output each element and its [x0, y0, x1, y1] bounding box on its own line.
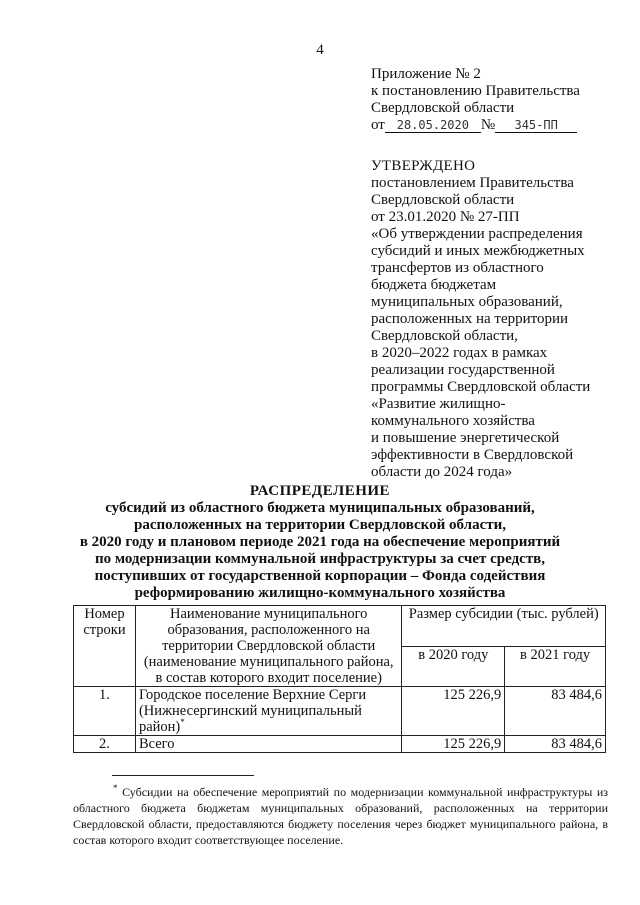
header-row-number: Номер строки [74, 606, 136, 687]
annex-number: 345-ПП [495, 118, 577, 133]
header-year-2020: в 2020 году [402, 646, 505, 687]
approval-block [371, 158, 621, 481]
approved-line: программы Свердловской области [371, 379, 591, 395]
approved-line: «Об утверждении распределения [371, 226, 583, 242]
document-title [0, 483, 640, 602]
approved-line: расположенных на территории [371, 311, 569, 327]
title-line: реформированию жилищно-коммунального хозяйства [134, 585, 506, 601]
footnote-mark: * [113, 783, 118, 793]
annex-line-2: к постановлению Правительства [371, 83, 580, 99]
approved-line: Свердловской области, [371, 328, 518, 344]
table-row [74, 687, 606, 736]
header-year-2021: в 2021 году [505, 646, 606, 687]
footnote-text: Субсидии на обеспечение мероприятий по модернизации коммунальной инфраструктуры из областного бюджета бюджетам муниципальных образований, расположенных на территории Свердловской области, предоставляются бюджету поселения через бюджет муниципального района, в состав которого входит соответствующее поселение. [73, 785, 608, 847]
title-line: расположенных на территории Свердловской области, [134, 517, 506, 533]
annex-line-1: Приложение № 2 [371, 66, 481, 82]
row-name [135, 687, 401, 736]
approved-line: бюджета бюджетам [371, 277, 497, 293]
table-header-row [74, 606, 606, 647]
approved-line: и повышение энергетической [371, 430, 560, 446]
approved-line: постановлением Правительства [371, 175, 574, 191]
approved-line: коммунального хозяйства [371, 413, 535, 429]
approved-line: трансфертов из областного [371, 260, 544, 276]
footnote-mark: * [180, 717, 185, 728]
row-value-2020: 125 226,9 [402, 687, 505, 736]
row-number: 1. [74, 687, 136, 736]
row-name-text: Городское поселение Верхние Серги (Нижнесергинский муниципальный район) [138, 687, 367, 735]
header-subsidy-size: Размер субсидии (тыс. рублей) [402, 606, 606, 647]
approved-line: субсидий и иных межбюджетных [371, 243, 585, 259]
title-main: РАСПРЕДЕЛЕНИЕ [249, 483, 391, 499]
title-line: в 2020 году и плановом периоде 2021 года на обеспечение мероприятий [79, 534, 561, 550]
row-value-2021: 83 484,6 [505, 687, 606, 736]
approved-line: в 2020–2022 годах в рамках [371, 345, 548, 361]
title-line: поступивших от государственной корпорации – Фонда содействия [94, 568, 546, 584]
approved-line: области до 2024 года» [371, 464, 513, 480]
approved-heading: УТВЕРЖДЕНО [371, 158, 476, 174]
approved-line: Свердловской области [371, 192, 515, 208]
approved-line: муниципальных образований, [371, 294, 563, 310]
footnote-divider [112, 775, 254, 776]
row-value-2021: 83 484,6 [505, 736, 606, 753]
row-value-2020: 125 226,9 [402, 736, 505, 753]
approved-line: реализации государственной [371, 362, 555, 378]
table-row [74, 736, 606, 753]
page-number: 4 [316, 42, 324, 58]
header-name: Наименование муниципального образования, расположенного на территории Свердловской области (наименование муниципального района, в состав которого входит поселение) [135, 606, 401, 687]
annex-line-3: Свердловской области [371, 100, 515, 116]
annex-block [371, 66, 580, 134]
approved-line: «Развитие жилищно- [371, 396, 506, 412]
row-name-text: Всего [138, 736, 175, 752]
annex-number-prefix: № [480, 117, 496, 133]
approved-line: от 23.01.2020 № 27-ПП [371, 209, 520, 225]
annex-date: 28.05.2020 [385, 118, 481, 133]
title-line: субсидий из областного бюджета муниципальных образований, [105, 500, 535, 516]
annex-date-prefix: от [371, 117, 385, 133]
footnote [73, 784, 608, 848]
title-line: по модернизации коммунальной инфраструктуры за счет средств, [94, 551, 546, 567]
row-name [135, 736, 401, 753]
approved-line: эффективности в Свердловской [371, 447, 574, 463]
row-number: 2. [74, 736, 136, 753]
annex-date-line [371, 117, 580, 134]
subsidy-table [73, 605, 606, 753]
